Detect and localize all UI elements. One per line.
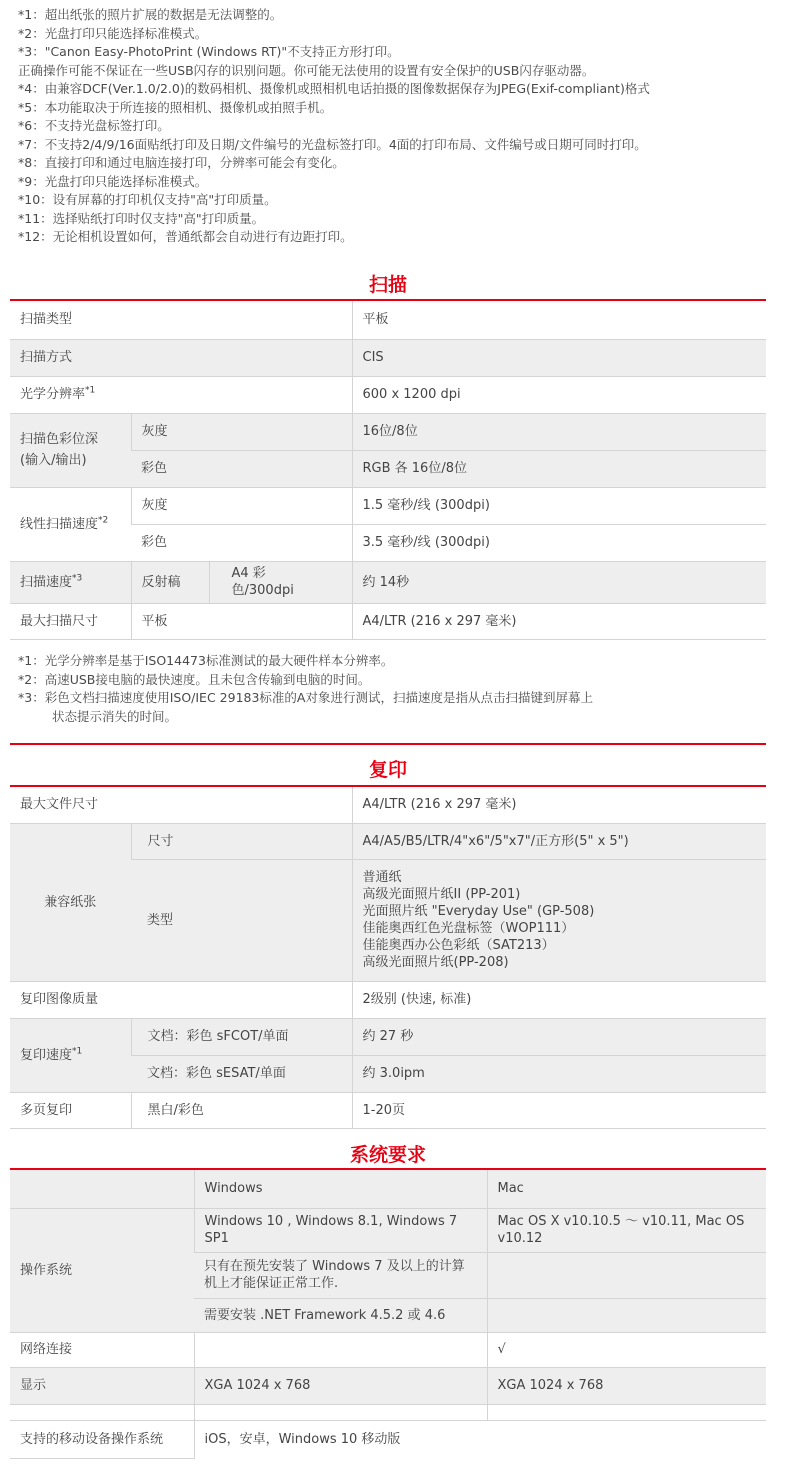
footnote: *3：彩色文档扫描速度使用ISO/IEC 29183标准的A对象进行测试，扫描速度是指从点击扫描键到屏幕上 [18, 690, 593, 705]
table-row [10, 1170, 766, 1208]
row-value: A4/LTR (216 x 297 毫米) [352, 787, 766, 823]
row-label: 显示 [10, 1367, 194, 1404]
windows-framework: 需要安装 .NET Framework 4.5.2 或 4.6 [194, 1298, 487, 1332]
mobile-os-value: iOS，安卓，Windows 10 移动版 [194, 1420, 766, 1458]
footnote: *9：光盘打印只能选择标准模式。 [18, 173, 208, 189]
footnote: *10：设有屏幕的打印机仅支持"高"打印质量。 [18, 192, 277, 207]
row-value: CIS [352, 339, 766, 376]
footnote: 状态提示消失的时间。 [52, 708, 178, 724]
footnote: *1：光学分辨率是基于ISO14473标准测试的最大硬件样本分辨率。 [18, 653, 394, 668]
row-value: 约 14秒 [352, 561, 766, 603]
footnote: *5：本功能取决于所连接的照相机、摄像机或拍照手机。 [18, 99, 333, 115]
top-footnotes [18, 6, 650, 247]
row-value: 1.5 毫秒/线 (300dpi) [352, 487, 766, 524]
row-label: 扫描方式 [10, 339, 352, 376]
spacer [487, 1404, 766, 1420]
mac-empty [487, 1252, 766, 1298]
table-row [10, 603, 766, 639]
windows-note: 只有在预先安装了 Windows 7 及以上的计算机上才能保证正常工作. [194, 1252, 487, 1298]
scan-footnotes [18, 652, 593, 726]
network-windows [194, 1332, 487, 1367]
table-row [10, 1420, 766, 1458]
row-label: 扫描类型 [10, 301, 352, 339]
table-row [10, 1208, 766, 1252]
table-row [10, 823, 766, 859]
footnote: *3："Canon Easy-PhotoPrint (Windows RT)"不支持正方形打印。 [18, 44, 400, 59]
sub-label: 平板 [131, 603, 352, 639]
speed-sub-2: 色/300dpi [231, 583, 294, 598]
table-row [10, 1092, 766, 1128]
paper-type: 高级光面照片纸(PP-208) [362, 955, 509, 970]
copy-section-title: 复印 [368, 759, 407, 781]
spacer [10, 1404, 194, 1420]
table-row [10, 1367, 766, 1404]
scan-speed-label: 扫描速度 [20, 574, 73, 590]
row-label [10, 1018, 131, 1092]
paper-type: 光面照片纸 "Everyday Use" (GP-508) [362, 904, 595, 919]
copy-section-top-divider [10, 743, 766, 745]
line-speed-label: 线性扫描速度 [20, 516, 99, 532]
column-header-mac: Mac [487, 1170, 766, 1208]
sub-label: 文档：彩色 sFCOT/单面 [131, 1018, 352, 1055]
paper-type: 普通纸 [362, 870, 402, 885]
sub-label: 灰度 [131, 487, 352, 524]
row-value: 600 x 1200 dpi [352, 376, 766, 413]
footnote: *4：由兼容DCF(Ver.1.0/2.0)的数码相机、摄像机或照相机电话拍摄的图像数据保存为JPEG(Exif-compliant)格式 [18, 81, 650, 96]
footnote: *2：光盘打印只能选择标准模式。 [18, 25, 208, 41]
table-row [10, 981, 766, 1018]
depth-label: 扫描色彩位深 [20, 432, 99, 447]
footnote: *6：不支持光盘标签打印。 [18, 118, 170, 133]
row-value: 3.5 毫秒/线 (300dpi) [352, 524, 766, 561]
scan-section-title: 扫描 [368, 274, 407, 296]
table-row [10, 376, 766, 413]
row-label [10, 487, 131, 561]
row-label: 操作系统 [10, 1208, 194, 1332]
row-label [10, 561, 131, 603]
sub-label [209, 561, 352, 603]
network-mac: √ [487, 1332, 766, 1367]
table-row [10, 339, 766, 376]
footnote-ref: *2 [98, 515, 109, 526]
row-value [352, 859, 766, 981]
system-spec-table [10, 1170, 766, 1459]
table-row [10, 301, 766, 339]
row-label: 网络连接 [10, 1332, 194, 1367]
sub-label: 类型 [131, 859, 352, 981]
speed-sub-1: A4 彩 [231, 566, 266, 581]
row-label: 最大文件尺寸 [10, 787, 352, 823]
header-empty [10, 1170, 194, 1208]
copy-speed-label: 复印速度 [20, 1047, 73, 1063]
copy-spec-table [10, 787, 766, 1129]
footnote-ref: *3 [72, 573, 83, 584]
footnote-ref: *1 [72, 1046, 83, 1057]
table-row [10, 487, 766, 524]
mac-versions: Mac OS X v10.10.5 ～ v10.11, Mac OS v10.12 [487, 1208, 766, 1252]
row-label: 多页复印 [10, 1092, 131, 1128]
windows-versions: Windows 10 , Windows 8.1, Windows 7 SP1 [194, 1208, 487, 1252]
row-label: 最大扫描尺寸 [10, 603, 131, 639]
sub-label: 尺寸 [131, 823, 352, 859]
table-row [10, 413, 766, 450]
row-value: 16位/8位 [352, 413, 766, 450]
optical-label: 光学分辨率 [20, 387, 86, 402]
sub-label: 文档：彩色 sESAT/单面 [131, 1055, 352, 1092]
footnote: 正确操作可能不保证在一些USB闪存的识别问题。你可能无法使用的设置有安全保护的USB闪存驱动器。 [18, 62, 595, 78]
system-section-title: 系统要求 [349, 1144, 426, 1166]
display-mac: XGA 1024 x 768 [487, 1367, 766, 1404]
scan-spec-table [10, 301, 766, 640]
spacer-row [10, 1404, 766, 1420]
footnote: *12：无论相机设置如何，普通纸都会自动进行有边距打印。 [18, 229, 353, 244]
row-value: A4/LTR (216 x 297 毫米) [352, 603, 766, 639]
table-row [10, 1018, 766, 1055]
row-label [10, 413, 131, 487]
sub-label: 黑白/彩色 [131, 1092, 352, 1128]
row-label [10, 376, 352, 413]
row-label: 兼容纸张 [10, 823, 131, 981]
footnote: *11：选择贴纸打印时仅支持"高"打印质量。 [18, 210, 265, 226]
row-value: 约 3.0ipm [352, 1055, 766, 1092]
sub-label: 反射稿 [131, 561, 209, 603]
footnote: *7：不支持2/4/9/16面贴纸打印及日期/文件编号的光盘标签打印。4面的打印布局、文件编号或日期可同时打印。 [18, 136, 647, 152]
row-label: 复印图像质量 [10, 981, 352, 1018]
table-row [10, 1332, 766, 1367]
paper-type: 佳能奥西办公色彩纸（SAT213） [362, 938, 555, 953]
depth-label-sub: (输入/输出) [20, 453, 87, 468]
footnote: *8：直接打印和通过电脑连接打印，分辨率可能会有变化。 [18, 155, 345, 170]
display-windows: XGA 1024 x 768 [194, 1367, 487, 1404]
spacer [194, 1404, 487, 1420]
row-value: 1-20页 [352, 1092, 766, 1128]
sub-label: 彩色 [131, 450, 352, 487]
row-value: 2级别 (快速, 标准) [352, 981, 766, 1018]
table-row [10, 561, 766, 603]
footnote: *1：超出纸张的照片扩展的数据是无法调整的。 [18, 7, 283, 22]
paper-type: 佳能奥西红色光盘标签（WOP111） [362, 921, 575, 936]
row-value: RGB 各 16位/8位 [352, 450, 766, 487]
row-value: 约 27 秒 [352, 1018, 766, 1055]
row-value: A4/A5/B5/LTR/4"x6"/5"x7"/正方形(5" x 5") [352, 823, 766, 859]
footnote-ref: *1 [85, 385, 96, 396]
footnote: *2：高速USB接电脑的最快速度。且未包含传输到电脑的时间。 [18, 671, 371, 687]
column-header-windows: Windows [194, 1170, 487, 1208]
paper-type: 高级光面照片纸II (PP-201) [362, 887, 521, 902]
table-row [10, 787, 766, 823]
row-label: 支持的移动设备操作系统 [10, 1420, 194, 1458]
row-value: 平板 [352, 301, 766, 339]
mac-empty [487, 1298, 766, 1332]
sub-label: 灰度 [131, 413, 352, 450]
sub-label: 彩色 [131, 524, 352, 561]
